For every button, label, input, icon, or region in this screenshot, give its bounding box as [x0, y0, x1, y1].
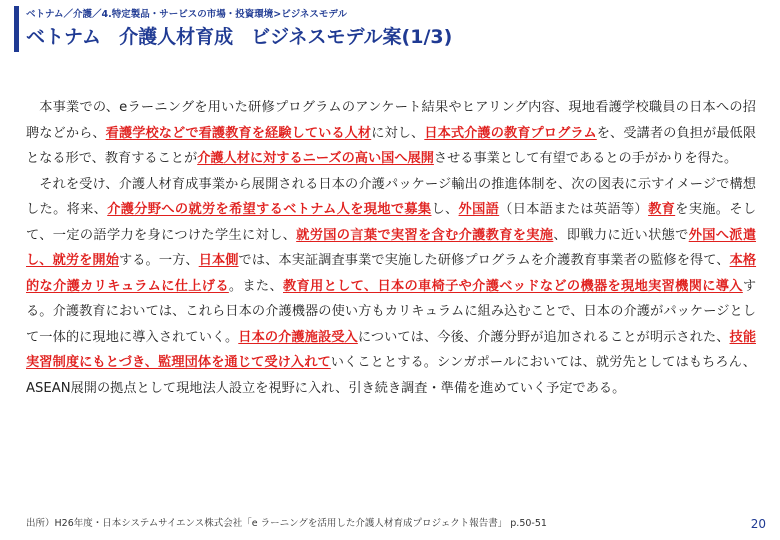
page-title	[26, 22, 452, 49]
highlighted-phrase: 就労国の言葉で実習を含む介護教育を実施	[296, 227, 554, 243]
highlighted-phrase: 日本の介護施設受入	[238, 329, 358, 345]
body-text	[26, 95, 756, 401]
title-country: ベトナム	[26, 26, 102, 48]
highlighted-phrase: 外国へ派遣し、就労を開始	[26, 227, 757, 268]
title-topic: 介護人材育成	[119, 26, 234, 48]
highlighted-phrase: 介護人材に対するニーズの高い国へ展開	[197, 151, 434, 166]
text-segment: する。介護教育においては、これら日本の介護機器の使い方もカリキュラムに組み込むことで、日本の介護がパッケージとして一体的に現地に導入されていく。	[26, 278, 757, 345]
text-segment: それを受け、介護人材育成事業から展開される日本の介護パッケージ輸出の推進体制を、次の図表に示すイメージで構想した。将来、	[26, 176, 756, 217]
text-segment: 、即戦力に近い状態で	[553, 227, 689, 243]
paragraph-1	[26, 95, 756, 172]
highlighted-phrase: 日本側	[198, 253, 239, 268]
text-segment: については、今後、介護分野が追加されることが明示された、	[357, 329, 730, 345]
text-segment: を実施。そして、一定の語学力を身につけた学生に対し、	[26, 202, 757, 243]
highlighted-phrase: 日本式介護の教育プログラム	[424, 125, 597, 141]
header-accent-bar	[14, 6, 19, 52]
highlighted-phrase: 教育用として、日本の車椅子や介護ベッドなどの機器を現地実習機関に導入	[283, 278, 743, 294]
page-number: 20	[750, 517, 766, 531]
highlighted-phrase: 看護学校などで看護教育を経験している人材	[105, 125, 372, 141]
title-subject: ビジネスモデル案(1/3)	[251, 26, 453, 48]
text-segment: いくこととする。シンガポールにおいては、就労先としてはもちろん、ASEAN展開の拠点として現地法人設立を視野に入れ、引き続き調査・準備を進めていく予定である。	[26, 355, 756, 396]
text-segment: 。また、	[228, 278, 283, 294]
text-segment: （日本語または英語等）	[499, 202, 649, 217]
highlighted-phrase: 本格的な介護カリキュラムに仕上げる	[26, 253, 757, 294]
text-segment: する。一方、	[118, 253, 199, 268]
paragraph-2	[26, 172, 756, 402]
highlighted-phrase: 教育	[648, 202, 676, 217]
source-citation: 出所）H26年度・日本システムサイエンス株式会社「e ラーニングを活用した介護人材育成プロジェクト報告書」 p.50-51	[26, 518, 547, 529]
highlighted-phrase: 介護分野への就労を希望するベトナム人を現地で募集	[107, 202, 432, 217]
breadcrumb: ベトナム／介護／4.特定製品・サービスの市場・投資環境>ビジネスモデル	[26, 9, 347, 20]
text-segment: させる事業として有望であるとの手がかりを得た。	[433, 151, 738, 166]
text-segment: では、本実証調査事業で実施した研修プログラムを介護教育事業者の監修を得て、	[238, 253, 730, 268]
text-segment: を、受講者の負担が最低限となる形で、教育することが	[26, 125, 757, 166]
highlighted-phrase: 技能実習制度にもとづき、監理団体を通じて受け入れて	[26, 329, 757, 370]
text-segment: 本事業での、eラーニングを用いた研修プログラムのアンケート結果やヒアリング内容、現地看護学校職員の日本への招聘などから、	[26, 100, 756, 141]
text-segment: し、	[431, 202, 459, 217]
highlighted-phrase: 外国語	[458, 202, 500, 217]
text-segment: に対し、	[371, 125, 425, 141]
